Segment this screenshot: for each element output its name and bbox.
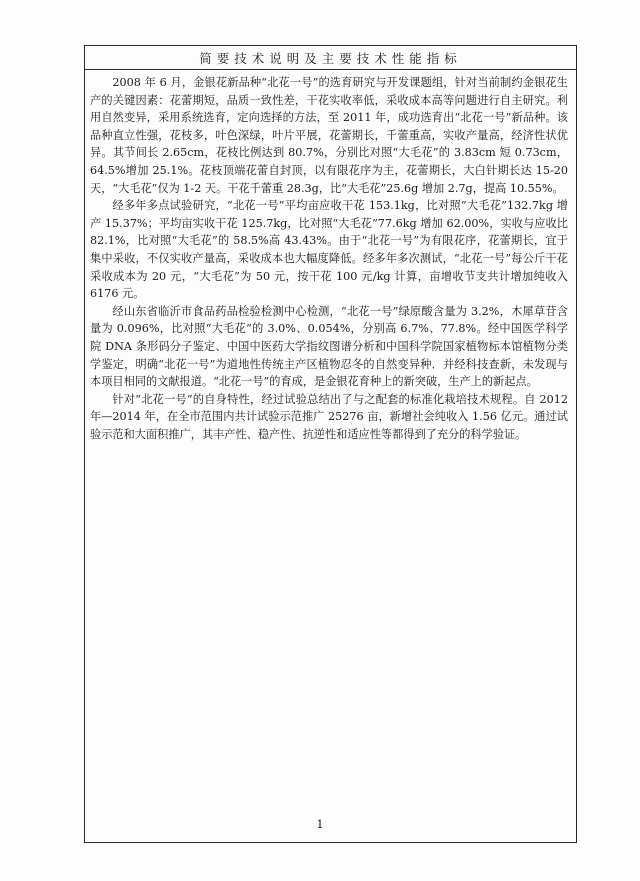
page-number: 1 — [316, 818, 324, 831]
title-row — [85, 46, 576, 70]
paragraph-4: 针对“北花一号”的自身特性，经过试验总结出了与之配套的标准化栽培技术规程。自 2012 年—2014 年，在全市范围内共计试验示范推广 25276 亩，新增社会纯收入 1.56 亿元。通过试验示范和大面积推广，其丰产性、稳产性、抗逆性和适应性等都得到了充分的科学验证。 — [90, 392, 568, 441]
document-body — [90, 74, 568, 443]
paragraph-1: 2008 年 6 月，金银花新品种“北花一号”的选育研究与开发课题组，针对当前制约金银花生产的关键因素：花蕾期短，品质一致性差，干花实收率低，采收成本高等问题进行自主研究。利用自然变异，采用系统选育，定向选择的方法，至 2011 年，成功选育出“北花一号”新品种。该品种直立性强，花枝多，叶色深绿，叶片平展，花蕾期长，千蕾重高，实收产量高，经济性状优异。其节间长 2.65cm，花枝比例达到 80.7%，分别比对照“大毛花”的 3.83cm 短 0.73cm，64.5%增加 25.1%。花枝顶端花蕾自封顶，以有限花序为主，花蕾期长，大白针期长达 15-20 天，“大毛花”仅为 1-2 天。干花千蕾重 28.3g，比“大毛花”25.6g 增加 2.7g，提高 10.55%。 — [90, 76, 568, 195]
paragraph-2: 经多年多点试验研究，“北花一号”平均亩应收干花 153.1kg，比对照“大毛花”132.7kg 增产 15.37%；平均亩实收干花 125.7kg，比对照“大毛花”77.6kg 增加 62.00%，实收与应收比 82.1%，比对照“大毛花”的 58.5%高 43.43%。由于“北花一号”为有限花序，花蕾期长，宜于集中采收，不仅实收产量高，采收成本也大幅度降低。经多年多次测试，“北花一号”每公斤干花采收成本为 20 元，“大毛花”为 50 元，按干花 100 元/kg 计算，亩增收节支共计增加纯收入 6176 元。 — [90, 199, 568, 301]
document-title: 简要技术说明及主要技术性能指标 — [199, 50, 462, 66]
table-frame — [84, 45, 577, 843]
paragraph-3: 经山东省临沂市食品药品检验检测中心检测，“北花一号”绿原酸含量为 3.2%，木犀草苷含量为 0.096%，比对照“大毛花”的 3.0%、0.054%，分别高 6.7%、77.8%。经中国医学科学院 DNA 条形码分子鉴定、中国中医药大学指纹图谱分析和中国科学院国家植物标本馆植物分类学鉴定，明确“北花一号”为道地性传统主产区植物忍冬的自然变异种．并经科技查新，未发现与本项目相同的文献报道。“北花一号”的育成，是金银花育种上的新突破，生产上的新起点。 — [90, 304, 568, 389]
